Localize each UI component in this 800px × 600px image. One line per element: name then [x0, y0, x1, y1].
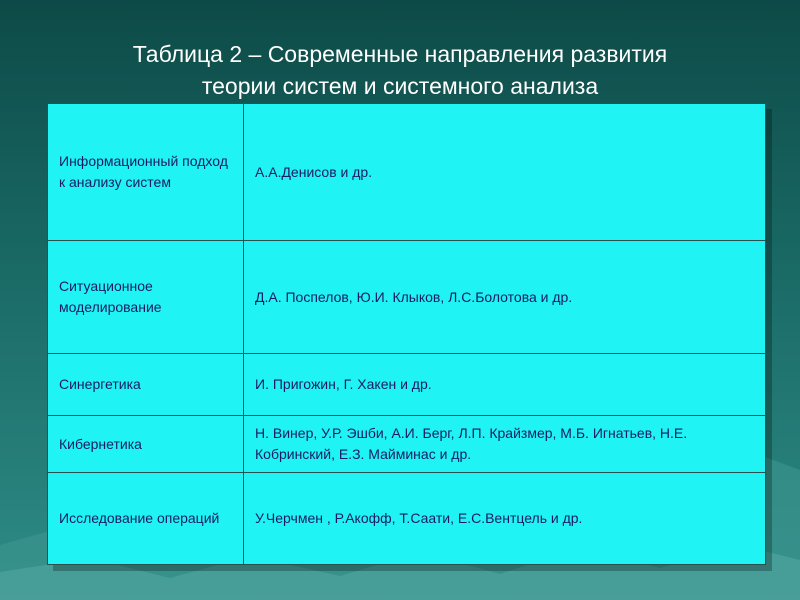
- table-row: [48, 354, 766, 416]
- directions-table: [47, 103, 766, 565]
- table-row: [48, 416, 766, 473]
- direction-cell: Информационный подход к анализу систем: [48, 104, 244, 241]
- title-line-1: Таблица 2 – Современные направления развития: [132, 41, 668, 67]
- table-row: [48, 473, 766, 565]
- direction-cell: Исследование операций: [48, 473, 244, 565]
- slide-title: [40, 38, 760, 102]
- direction-cell: Ситуационное моделирование: [48, 241, 244, 354]
- authors-cell: Д.А. Поспелов, Ю.И. Клыков, Л.С.Болотова и др.: [244, 241, 766, 354]
- authors-cell: И. Пригожин, Г. Хакен и др.: [244, 354, 766, 416]
- table-row: [48, 104, 766, 241]
- table-row: [48, 241, 766, 354]
- authors-cell: А.А.Денисов и др.: [244, 104, 766, 241]
- authors-cell: Н. Винер, У.Р. Эшби, А.И. Берг, Л.П. Крайзмер, М.Б. Игнатьев, Н.Е. Кобринский, Е.З. Майминас и др.: [244, 416, 766, 473]
- direction-cell: Синергетика: [48, 354, 244, 416]
- title-line-2: теории систем и системного анализа: [201, 73, 599, 99]
- authors-cell: У.Черчмен , Р.Акофф, Т.Саати, Е.С.Вентцель и др.: [244, 473, 766, 565]
- direction-cell: Кибернетика: [48, 416, 244, 473]
